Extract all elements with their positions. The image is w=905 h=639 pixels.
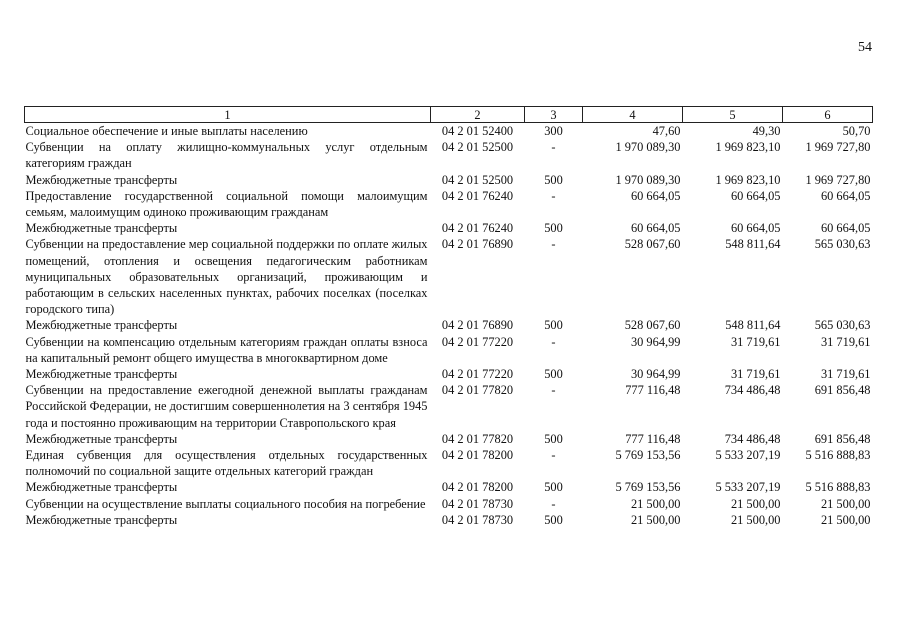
row-amount-1: 21 500,00 [630, 512, 681, 527]
row-expense-type: - [551, 237, 556, 252]
row-amount-1: 30 964,99 [630, 334, 681, 349]
row-amount-2: 21 500,00 [730, 496, 781, 511]
budget-table [24, 106, 873, 528]
row-amount-2: 5 533 207,19 [715, 448, 781, 463]
row-code: 04 2 01 78200 [441, 480, 514, 495]
row-amount-3: 31 719,61 [820, 334, 871, 349]
row-code: 04 2 01 78730 [441, 512, 514, 527]
row-amount-1: 777 116,48 [625, 431, 681, 446]
table-row [25, 236, 873, 317]
table-row [25, 447, 873, 479]
row-amount-2: 5 533 207,19 [715, 480, 781, 495]
row-expense-type: 500 [544, 431, 563, 446]
row-amount-1: 60 664,05 [630, 188, 681, 203]
table-row [25, 366, 873, 382]
column-header-expense-type: 3 [525, 107, 583, 123]
row-code: 04 2 01 78730 [441, 496, 514, 511]
column-header-code: 2 [431, 107, 525, 123]
row-amount-1: 47,60 [652, 124, 681, 138]
row-expense-type: 500 [544, 318, 563, 333]
table-row [25, 512, 873, 528]
table-row [25, 172, 873, 188]
row-name: Единая субвенция для осуществления отдельных государственных полномочий по социальной защите отдельных категорий граждан [25, 448, 428, 479]
table-body [25, 123, 873, 529]
row-amount-2: 31 719,61 [730, 334, 781, 349]
row-amount-1: 777 116,48 [625, 383, 681, 398]
row-name: Социальное обеспечение и иные выплаты населению [25, 124, 308, 138]
row-expense-type: - [551, 448, 556, 463]
row-code: 04 2 01 77820 [441, 383, 514, 398]
row-amount-3: 31 719,61 [820, 367, 871, 382]
row-amount-1: 1 970 089,30 [615, 140, 681, 155]
row-amount-3: 60 664,05 [820, 188, 871, 203]
row-expense-type: - [551, 140, 556, 155]
row-amount-3: 21 500,00 [820, 512, 871, 527]
row-name: Субвенции на предоставление мер социальной поддержки по оплате жилых помещений, отопления и освещения педагогическим работникам муниципальных образовательных организаций, проживающим и работающим в сельских населенных пунктах, рабочих поселках (поселках городского типа) [25, 237, 428, 317]
row-amount-2: 31 719,61 [730, 367, 781, 382]
table-row [25, 188, 873, 220]
row-name: Межбюджетные трансферты [25, 172, 178, 187]
row-code: 04 2 01 76890 [441, 237, 514, 252]
row-amount-3: 5 516 888,83 [805, 448, 871, 463]
table-row [25, 496, 873, 512]
row-amount-1: 60 664,05 [630, 221, 681, 236]
row-amount-2: 548 811,64 [725, 318, 781, 333]
row-code: 04 2 01 76240 [441, 221, 514, 236]
table-row [25, 123, 873, 140]
row-amount-2: 60 664,05 [730, 221, 781, 236]
row-name: Предоставление государственной социальной помощи малоимущим семьям, малоимущим одиноко проживающим гражданам [25, 188, 428, 220]
row-amount-3: 565 030,63 [814, 318, 871, 333]
row-code: 04 2 01 78200 [441, 448, 514, 463]
row-amount-2: 548 811,64 [725, 237, 781, 252]
table-row [25, 317, 873, 333]
row-amount-2: 49,30 [752, 124, 781, 138]
row-code: 04 2 01 77820 [441, 431, 514, 446]
row-name: Межбюджетные трансферты [25, 512, 178, 527]
row-code: 04 2 01 76240 [441, 188, 514, 203]
row-expense-type: 300 [544, 124, 563, 138]
row-amount-2: 1 969 823,10 [715, 140, 781, 155]
table-row [25, 479, 873, 495]
row-amount-1: 5 769 153,56 [615, 448, 681, 463]
row-expense-type: - [551, 496, 556, 511]
row-name: Межбюджетные трансферты [25, 367, 178, 382]
row-amount-3: 1 969 727,80 [805, 140, 871, 155]
row-amount-1: 1 970 089,30 [615, 172, 681, 187]
row-amount-3: 691 856,48 [814, 431, 871, 446]
row-amount-3: 5 516 888,83 [805, 480, 871, 495]
row-expense-type: 500 [544, 367, 563, 382]
row-amount-3: 1 969 727,80 [805, 172, 871, 187]
row-amount-2: 60 664,05 [730, 188, 781, 203]
row-amount-1: 30 964,99 [630, 367, 681, 382]
row-name: Межбюджетные трансферты [25, 431, 178, 446]
table-row [25, 334, 873, 366]
column-header-amount-3: 6 [783, 107, 873, 123]
row-amount-1: 21 500,00 [630, 496, 681, 511]
row-amount-2: 734 486,48 [724, 383, 781, 398]
row-name: Субвенции на компенсацию отдельным категориям граждан оплаты взноса на капитальный ремонт общего имущества в многоквартирном доме [25, 334, 428, 365]
table-header-row [25, 107, 873, 123]
row-code: 04 2 01 52500 [441, 172, 514, 187]
row-expense-type: 500 [544, 221, 563, 236]
row-amount-1: 5 769 153,56 [615, 480, 681, 495]
column-header-name: 1 [25, 107, 431, 123]
row-expense-type: - [551, 188, 556, 203]
row-code: 04 2 01 52400 [441, 124, 514, 138]
row-expense-type: 500 [544, 480, 563, 495]
row-code: 04 2 01 52500 [441, 140, 514, 155]
row-expense-type: 500 [544, 512, 563, 527]
table-row [25, 382, 873, 431]
row-expense-type: - [551, 334, 556, 349]
row-amount-2: 734 486,48 [724, 431, 781, 446]
row-name: Межбюджетные трансферты [25, 480, 178, 495]
row-expense-type: 500 [544, 172, 563, 187]
row-expense-type: - [551, 383, 556, 398]
column-header-amount-2: 5 [683, 107, 783, 123]
row-name: Субвенции на оплату жилищно-коммунальных услуг отдельным категориям граждан [25, 140, 428, 171]
row-amount-3: 50,70 [842, 124, 871, 138]
row-amount-2: 21 500,00 [730, 512, 781, 527]
row-code: 04 2 01 77220 [441, 334, 514, 349]
row-name: Субвенции на осуществление выплаты социального пособия на погребение [25, 496, 426, 511]
row-code: 04 2 01 76890 [441, 318, 514, 333]
column-header-amount-1: 4 [583, 107, 683, 123]
row-amount-3: 60 664,05 [820, 221, 871, 236]
row-code: 04 2 01 77220 [441, 367, 514, 382]
row-name: Межбюджетные трансферты [25, 318, 178, 333]
table-row [25, 431, 873, 447]
row-amount-1: 528 067,60 [624, 318, 681, 333]
row-name: Субвенции на предоставление ежегодной денежной выплаты гражданам Российской Федерации, не достигшим совершеннолетия на 3 сентября 1945 года и постоянно проживающим на территории Ставропольского края [25, 383, 428, 430]
table-row [25, 220, 873, 236]
page-number: 54 [858, 40, 872, 55]
row-amount-3: 565 030,63 [814, 237, 871, 252]
table-row [25, 139, 873, 171]
row-amount-2: 1 969 823,10 [715, 172, 781, 187]
row-name: Межбюджетные трансферты [25, 221, 178, 236]
row-amount-3: 21 500,00 [820, 496, 871, 511]
row-amount-3: 691 856,48 [814, 383, 871, 398]
row-amount-1: 528 067,60 [624, 237, 681, 252]
